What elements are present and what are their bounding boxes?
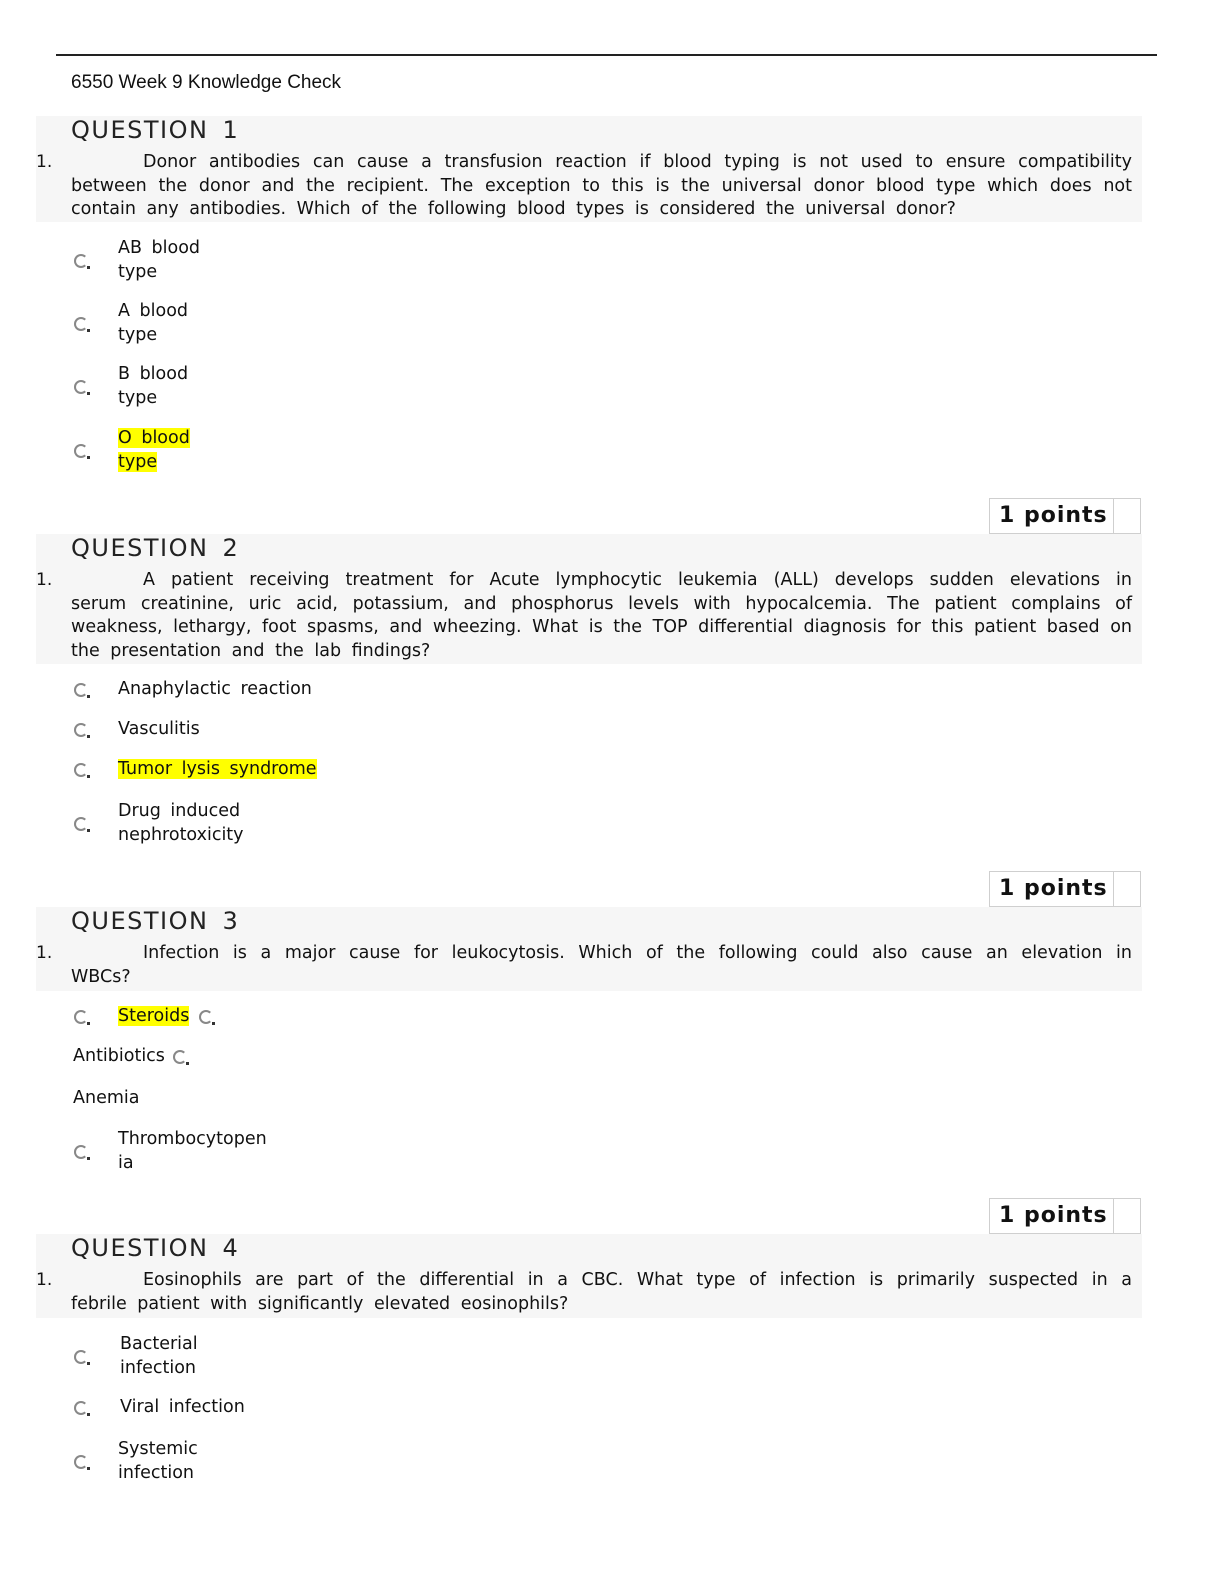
radio-button-icon[interactable]	[74, 1145, 88, 1159]
highlighted-answer: O blood type	[118, 428, 190, 472]
option-label: Viral infection	[120, 1397, 245, 1417]
question-2-option-2[interactable]	[74, 718, 200, 742]
question-1-option-2[interactable]	[74, 300, 208, 347]
option-label: Bacterial infection	[120, 1334, 198, 1378]
document-title: 6550 Week 9 Knowledge Check	[71, 72, 342, 93]
question-3-item-number: 1.	[36, 943, 53, 963]
question-2-option-4[interactable]	[74, 800, 268, 847]
option-label: Drug induced nephrotoxicity	[118, 801, 244, 845]
question-4-title: QUESTION 4	[71, 1234, 240, 1262]
radio-button-icon[interactable]	[173, 1050, 187, 1064]
radio-button-icon[interactable]	[74, 317, 88, 331]
question-4-option-1[interactable]	[74, 1333, 220, 1380]
radio-button-icon[interactable]	[74, 1350, 88, 1364]
option-label: Vasculitis	[118, 719, 200, 739]
points-input-box	[1113, 1199, 1140, 1233]
question-1-option-1[interactable]	[74, 237, 208, 284]
radio-button-icon[interactable]	[74, 1401, 88, 1415]
question-3-option-4[interactable]	[74, 1128, 268, 1175]
question-3-option-1[interactable]	[74, 1005, 213, 1029]
question-1-item-number: 1.	[36, 152, 53, 172]
question-2-text: A patient receiving treatment for Acute lymphocytic leukemia (ALL) develops sudden elevations in serum creatinine, uric acid, potassium, and phosphorus levels with hypocalcemia. The patient complains of weakness, lethargy, foot spasms, and wheezing. What is the TOP differential diagnosis for this patient based on the presentation and the lab findings?	[71, 570, 1132, 661]
question-4-header	[36, 1234, 1142, 1318]
radio-button-icon[interactable]	[74, 444, 88, 458]
question-4-option-2[interactable]	[74, 1396, 245, 1420]
question-3-title: QUESTION 3	[71, 907, 240, 935]
option-label: Anaphylactic reaction	[118, 679, 312, 699]
question-3-points	[989, 1198, 1141, 1234]
question-1-text: Donor antibodies can cause a transfusion reaction if blood typing is not used to ensure compatibility between the donor and the recipient. The exception to this is the universal donor blood type which does not contain any antibodies. Which of the following blood types is considered the universal donor?	[71, 152, 1132, 219]
question-4-text: Eosinophils are part of the differential in a CBC. What type of infection is primarily suspected in a febrile patient with significantly elevated eosinophils?	[71, 1270, 1132, 1314]
radio-button-icon[interactable]	[74, 723, 88, 737]
option-label: A blood type	[118, 301, 189, 345]
question-4-option-3[interactable]	[74, 1438, 218, 1485]
question-1-option-4[interactable]	[74, 427, 208, 474]
top-rule	[56, 54, 1157, 56]
option-label: Systemic infection	[118, 1439, 198, 1483]
points-label: 1 points	[999, 876, 1108, 901]
question-2-option-3[interactable]	[74, 758, 317, 782]
points-input-box	[1113, 499, 1140, 533]
option-label: B blood type	[118, 364, 189, 408]
question-4-item-number: 1.	[36, 1270, 53, 1290]
radio-button-icon[interactable]	[74, 254, 88, 268]
option-label: Antibiotics	[73, 1046, 165, 1066]
option-label: AB blood type	[118, 238, 201, 282]
radio-button-icon[interactable]	[74, 1455, 88, 1469]
highlighted-answer: Steroids	[118, 1006, 190, 1026]
option-label: Thrombocytopenia	[118, 1129, 267, 1173]
radio-button-icon[interactable]	[74, 380, 88, 394]
question-3-option-2[interactable]	[73, 1045, 187, 1069]
radio-button-icon[interactable]	[199, 1010, 213, 1024]
question-2-option-1[interactable]	[74, 678, 312, 702]
points-label: 1 points	[999, 503, 1108, 528]
question-3-text: Infection is a major cause for leukocytosis. Which of the following could also cause an elevation in WBCs?	[71, 943, 1132, 987]
highlighted-answer: Tumor lysis syndrome	[118, 759, 317, 779]
question-1-points	[989, 498, 1141, 534]
question-1-option-3[interactable]	[74, 363, 208, 410]
question-1-title: QUESTION 1	[71, 116, 240, 144]
points-input-box	[1113, 872, 1140, 906]
question-3-option-3[interactable]: Anemia	[73, 1088, 140, 1108]
question-2-title: QUESTION 2	[71, 534, 240, 562]
radio-button-icon[interactable]	[74, 1010, 88, 1024]
option-label	[118, 427, 208, 474]
question-2-points	[989, 871, 1141, 907]
option-label	[118, 1005, 189, 1029]
radio-button-icon[interactable]	[74, 817, 88, 831]
option-label	[118, 758, 317, 782]
question-1-header	[36, 116, 1142, 222]
radio-button-icon[interactable]	[74, 763, 88, 777]
radio-button-icon[interactable]	[74, 683, 88, 697]
question-2-header	[36, 534, 1142, 664]
points-label: 1 points	[999, 1203, 1108, 1228]
question-2-item-number: 1.	[36, 570, 53, 590]
question-3-header	[36, 907, 1142, 991]
